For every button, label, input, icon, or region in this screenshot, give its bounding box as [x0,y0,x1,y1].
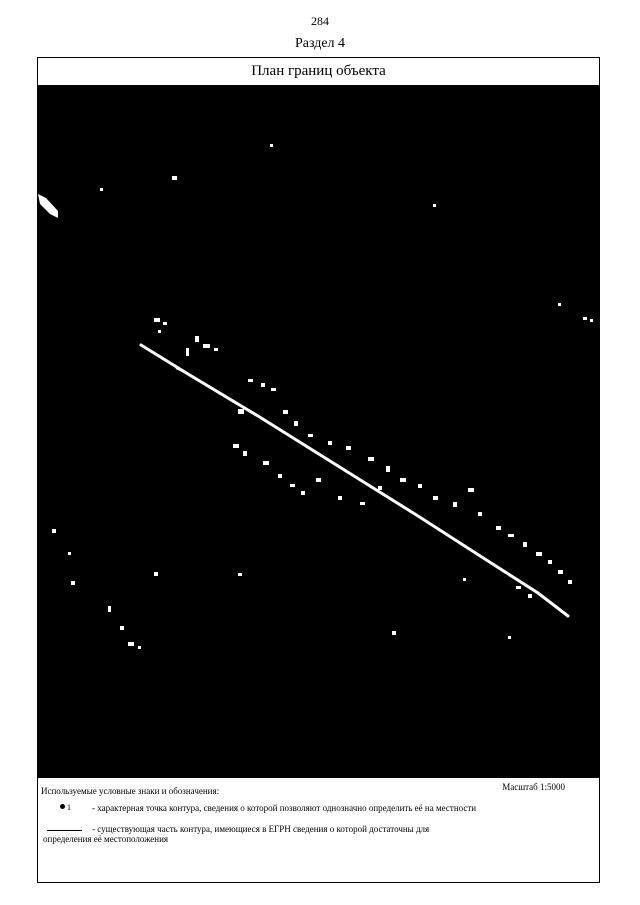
point-marker-label: 1 [67,803,71,812]
map-image [38,86,599,777]
section-title: Раздел 4 [294,36,346,51]
legend-item-point-text: - характерная точка контура, сведения о которой позволяют однозначно определить её на местности [92,803,477,813]
point-marker-icon [60,804,65,809]
map-scale: Масштаб 1:5000 [502,782,565,792]
legend-header [38,777,599,795]
page-number: 284 [311,14,329,28]
satellite-map [38,86,599,777]
legend-title: Используемые условные знаки и обозначения: [41,786,220,796]
solid-line-icon [47,830,82,831]
plan-frame [37,57,600,883]
legend-item-line-text-continued: определения её местоположения [43,834,169,844]
plan-title: План границ объекта [38,58,599,86]
legend-item-line-text: - существующая часть контура, имеющиеся в ЕГРН сведения о которой достаточны для [92,824,430,834]
